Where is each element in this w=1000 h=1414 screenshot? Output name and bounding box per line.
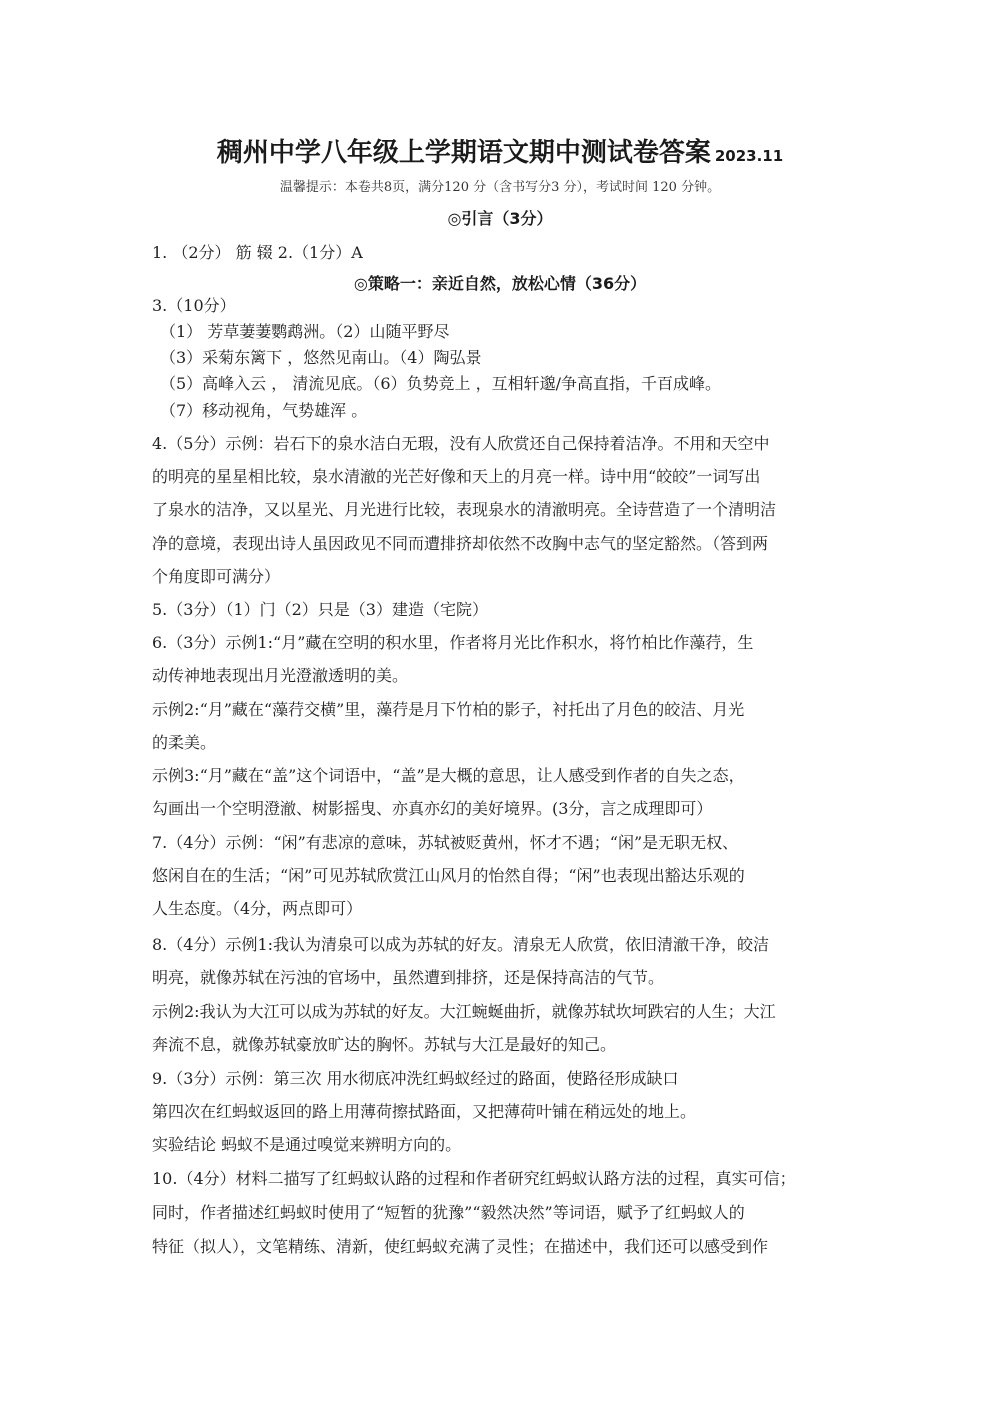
answer-q10-line: 同时，作者描述红蚂蚁时使用了“短暂的犹豫”“毅然决然”等词语，赋予了红蚂蚁人的	[152, 1203, 745, 1222]
answer-q4-line: 了泉水的洁净，又以星光、月光进行比较，表现泉水的清澈明亮。全诗营造了一个清明洁	[152, 500, 777, 519]
answer-q9-line: 实验结论 蚂蚁不是通过嗅觉来辨明方向的。	[152, 1135, 462, 1154]
answer-q3-line: （5）高峰入云 ， 清流见底。（6）负势竞上 ，互相轩邈/争高直指，千百成峰。	[160, 374, 722, 393]
answer-q4-line: 个角度即可满分）	[152, 567, 281, 586]
answer-q1-q2: 1. （2分） 筋 辍 2.（1分）A	[152, 243, 363, 262]
answer-q6-line: 勾画出一个空明澄澈、树影摇曳、亦真亦幻的美好境界。(3分，言之成理即可）	[152, 799, 713, 818]
answer-q8-line: 示例2:我认为大江可以成为苏轼的好友。大江蜿蜒曲折，就像苏轼坎坷跌宕的人生；大江	[152, 1002, 776, 1021]
answer-q6-line: 示例2:“月”藏在“藻荇交横”里，藻荇是月下竹柏的影子，衬托出了月色的皎洁、月光	[152, 700, 745, 719]
document-title	[0, 132, 1000, 169]
answer-q6-line: 的柔美。	[152, 733, 217, 752]
section-strategy1-heading: ◎策略一：亲近自然，放松心情（36分）	[353, 274, 647, 293]
answer-q6-line: 6.（3分）示例1:“月”藏在空明的积水里，作者将月光比作积水，将竹柏比作藻荇，生	[152, 633, 754, 652]
answer-q9-line: 9.（3分）示例：第三次 用水彻底冲洗红蚂蚁经过的路面，使路径形成缺口	[152, 1069, 679, 1088]
answer-q3-line: （3）采菊东篱下 ，悠然见南山。（4）陶弘景	[160, 348, 482, 367]
answer-q3-line: （1） 芳草萋萋鹦鹉洲。（2）山随平野尽	[160, 322, 450, 341]
answer-q8-line: 8.（4分）示例1:我认为清泉可以成为苏轼的好友。清泉无人欣赏，依旧清澈干净，皎洁	[152, 935, 770, 954]
answer-q7-line: 7.（4分）示例：“闲”有悲凉的意味，苏轼被贬黄州，怀才不遇；“闲”是无职无权、	[152, 833, 739, 852]
section-intro-heading: ◎引言（3分）	[447, 209, 553, 228]
answer-q10-line: 特征（拟人），文笔精练、清新，使红蚂蚁充满了灵性；在描述中，我们还可以感受到作	[152, 1237, 769, 1256]
answer-q9-line: 第四次在红蚂蚁返回的路上用薄荷擦拭路面，又把薄荷叶铺在稍远处的地上。	[152, 1102, 697, 1121]
answer-q10-line: 10.（4分）材料二描写了红蚂蚁认路的过程和作者研究红蚂蚁认路方法的过程，真实可信；	[152, 1169, 796, 1188]
answer-q8-line: 奔流不息，就像苏轼豪放旷达的胸怀。苏轼与大江是最好的知己。	[152, 1035, 617, 1054]
answer-q3-heading: 3.（10分）	[152, 296, 236, 315]
answer-q7-line: 悠闲自在的生活；“闲”可见苏轼欣赏江山风月的怡然自得；“闲”也表现出豁达乐观的	[152, 866, 745, 885]
answer-q5: 5.（3分）（1）门（2）只是（3）建造（宅院）	[152, 600, 488, 619]
answer-q6-line: 动传神地表现出月光澄澈透明的美。	[152, 666, 409, 685]
answer-q7-line: 人生态度。（4分，两点即可）	[152, 899, 363, 918]
answer-q6-line: 示例3:“月”藏在“盖”这个词语中，“盖”是大概的意思，让人感受到作者的自失之态，	[152, 766, 745, 785]
answer-q3-line: （7）移动视角，气势雄浑 。	[160, 401, 368, 420]
answer-q4-line: 净的意境，表现出诗人虽因政见不同而遭排挤却依然不改胸中志气的坚定豁然。（答到两	[152, 534, 769, 553]
title-date: 2023.11	[714, 147, 784, 165]
exam-tip: 温馨提示：本卷共8页，满分120 分（含书写分3 分），考试时间 120 分钟。	[279, 180, 721, 195]
answer-q4-line: 的明亮的星星相比较，泉水清澈的光芒好像和天上的月亮一样。诗中用“皎皎”一词写出	[152, 467, 761, 486]
answer-q4-line: 4.（5分）示例：岩石下的泉水洁白无瑕，没有人欣赏还自己保持着洁净。不用和天空中	[152, 434, 770, 453]
title-text: 稠州中学八年级上学期语文期中测试卷答案	[216, 138, 711, 168]
answer-q8-line: 明亮，就像苏轼在污浊的官场中，虽然遭到排挤，还是保持高洁的气节。	[152, 968, 665, 987]
